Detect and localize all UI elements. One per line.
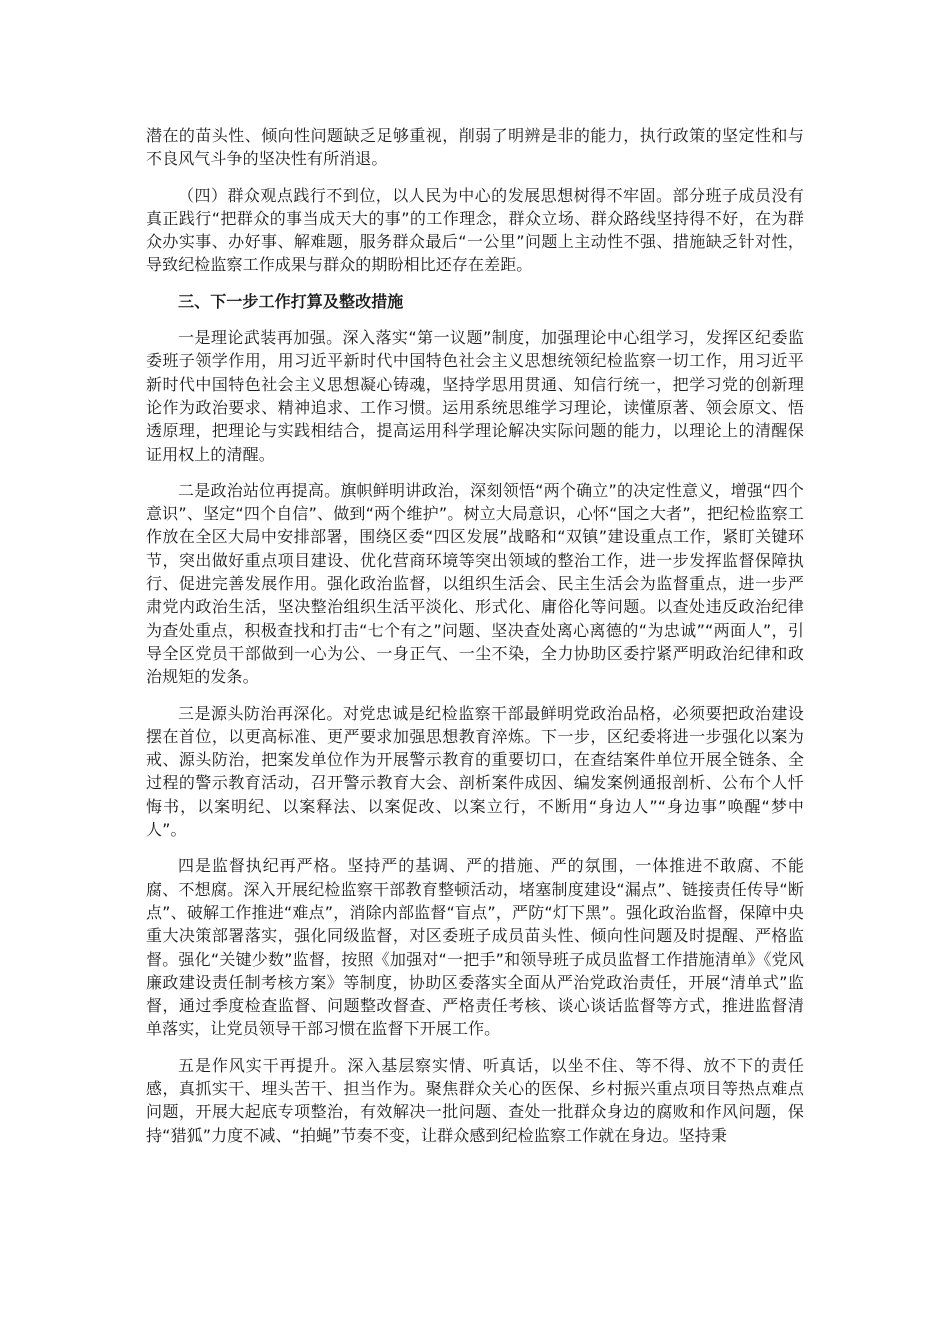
paragraph-mass-viewpoint: （四）群众观点践行不到位，以人民为中心的发展思想树得不牢固。部分班子成员没有真正践行“把群众的事当成天大的事”的工作理念，群众立场、群众路线坚持得不好，在为群众办实事、办好事、解难题，服务群众最后“一公里”问题上主动性不强、措施缺乏针对性，导致纪检监察工作成果与群众的期盼相比还存在差距。 (146, 185, 804, 275)
paragraph-theory: 一是理论武装再加强。深入落实“第一议题”制度，加强理论中心组学习，发挥区纪委监委班子领学作用，用习近平新时代中国特色社会主义思想统领纪检监察一切工作，用习近平新时代中国特色社会主义思想凝心铸魂，坚持学思用贯通、知信行统一，把学习党的创新理论作为政治要求、精神追求、工作习惯。运用系统思维学习理论，读懂原著、领会原文、悟透原理，把理论与实践相结合，提高运用科学理论解决实际问题的能力，以理论上的清醒保证用权上的清醒。 (146, 328, 804, 464)
paragraph-work-style: 五是作风实干再提升。深入基层察实情、听真话，以坐不住、等不得、放不下的责任感，真抓实干、埋头苦干、担当作为。聚焦群众关心的医保、乡村振兴重点项目等热点难点问题，开展大起底专项整治，有效解决一批问题、查处一批群众身边的腐败和作风问题，保持“猎狐”力度不减、“拍蝇”节奏不变，让群众感到纪检监察工作就在身边。坚持秉 (146, 1055, 804, 1145)
paragraph-political-stance: 二是政治站位再提高。旗帜鲜明讲政治，深刻领悟“两个确立”的决定性意义，增强“四个意识”、坚定“四个自信”、做到“两个维护”。树立大局意识，心怀“国之大者”，把纪检监察工作放在全区大局中安排部署，围绕区委“四区发展”战略和“双镇”建设重点工作，紧盯关键环节，突出做好重点项目建设、优化营商环境等突出领域的整治工作，进一步发挥监督保障执行、促进完善发展作用。强化政治监督，以组织生活会、民主生活会为监督重点，进一步严肃党内政治生活，坚决整治组织生活平淡化、形式化、庸俗化等问题。以查处违反政治纪律为查处重点，积极查找和打击“七个有之”问题、坚决查处离心离德的“为忠诚”“两面人”，引导全区党员干部做到一心为公、一身正气、一尘不染，全力协助区委拧紧严明政治纪律和政治规矩的发条。 (146, 480, 804, 687)
paragraph-continuation: 潜在的苗头性、倾向性问题缺乏足够重视，削弱了明辨是非的能力，执行政策的坚定性和与不良风气斗争的坚决性有所消退。 (146, 126, 804, 169)
paragraph-supervision: 四是监督执纪再严格。坚持严的基调、严的措施、严的氛围，一体推进不敢腐、不能腐、不想腐。深入开展纪检监察干部教育整顿活动，堵塞制度建设“漏点”、链接责任传导“断点”、破解工作推进“难点”，消除内部监督“盲点”，严防“灯下黑”。强化政治监督，保障中央重大决策部署落实，强化同级监督，对区委班子成员苗头性、倾向性问题及时提醒、严格监督。强化“关键少数”监督，按照《加强对“一把手”和领导班子成员监督工作措施清单》《党风廉政建设责任制考核方案》等制度，协助区委落实全面从严治党政治责任，开展“清单式”监督，通过季度检查监督、问题整改督查、严格责任考核、谈心谈话监督等方式，推进监督清单落实，让党员领导干部习惯在监督下开展工作。 (146, 856, 804, 1039)
section-heading-next-steps: 三、下一步工作打算及整改措施 (178, 291, 404, 311)
document-page (146, 124, 804, 1160)
paragraph-source-prevention: 三是源头防治再深化。对党忠诚是纪检监察干部最鲜明党政治品格，必须要把政治建设摆在首位，以更高标准、更严要求加强思想教育淬炼。下一步，区纪委将进一步强化以案为戒、源头防治，把案发单位作为开展警示教育的重要切口，在查结案件单位开展全链条、全过程的警示教育活动，召开警示教育大会、剖析案件成因、编发案例通报剖析、公布个人忏悔书，以案明纪、以案释法、以案促改、以案立行，不断用“身边人”“身边事”唤醒“梦中人”。 (146, 703, 804, 840)
